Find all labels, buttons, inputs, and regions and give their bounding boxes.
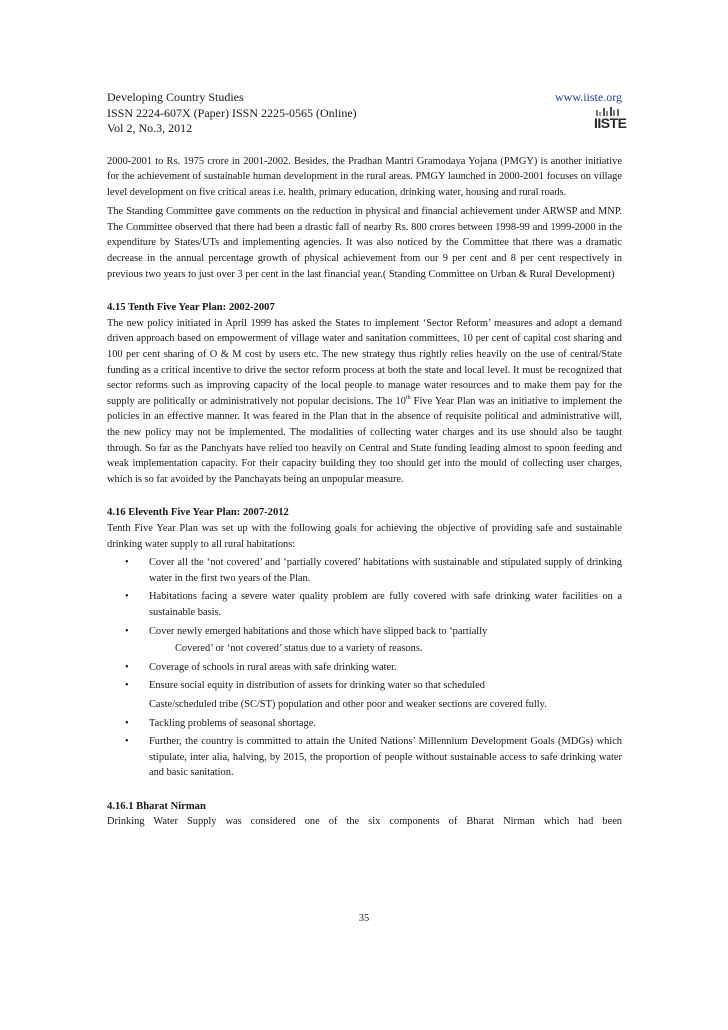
list-item	[107, 660, 622, 676]
list-item-text: Coverage of schools in rural areas with safe drinking water.	[149, 661, 397, 673]
intro-paragraph-2: The Standing Committee gave comments on the reduction in physical and financial achievement under ARWSP and MNP. The Committee observed that there had been a drastic fall of nearby Rs. 800 crores between 1998-99 and 1999-2000 in the expenditure by States/UTs and implementing agencies. It was also noticed by the Committee that there was a dramatic decrease in the annual percentage growth of physical achievement from our 9 per cent and 8 per cent respectively in previous two years to just over 3 per cent in the last financial year.( Standing Committee on Urban & Rural Development)	[107, 206, 622, 280]
list-item-text: Habitations facing a severe water quality problem are fully covered with safe drinking water facilities on a sustainable basis.	[149, 591, 622, 618]
list-item	[107, 624, 622, 657]
list-item	[107, 678, 622, 712]
issn-line: ISSN 2224-607X (Paper) ISSN 2225-0565 (Online)	[107, 105, 357, 120]
bullet: •	[125, 661, 129, 673]
logo-wordmark: IISTE	[594, 115, 627, 131]
iiste-logo	[594, 107, 627, 131]
section-4-15-text-a: The new policy initiated in April 1999 has asked the States to implement ‘Sector Reform’ measures and adopt a demand driven approach based on empowerment of village water and sanitation committees, 10 per cent of capital cost sharing and 100 per cent sharing of O & M cost by users etc. The new strategy thus rightly relies heavily on the use of central/State funding as a critical incentive to drive the sector reform process at both the state and local level. It must be recognized that sector reforms such as improving capacity of the local people to manage water resources and to make them pay for the supply are politically or administratively not popular decisions. The 10	[107, 317, 622, 407]
list-item	[107, 555, 622, 586]
list-item-text: Further, the country is committed to attain the United Nations’ Millennium Development Goals (MDGs) which stipulate, inter alia, halving, by 2015, the proportion of people without sustainable access to safe drinking water and basic sanitation.	[149, 736, 622, 779]
bullet: •	[125, 680, 129, 692]
bullet: •	[125, 625, 129, 637]
section-4-16-heading: 4.16 Eleventh Five Year Plan: 2007-2012	[107, 507, 289, 519]
list-item-text: Cover all the ‘not covered’ and ‘partially covered’ habitations with sustainable and stipulated supply of drinking water in the first two years of the Plan.	[149, 557, 622, 584]
section-4-16-1-paragraph: Drinking Water Supply was considered one of the six components of Bharat Nirman which had been	[107, 816, 622, 828]
page-body	[107, 90, 627, 830]
list-item-continuation: Caste/scheduled tribe (SC/ST) population and other poor and weaker sections are covered fully.	[149, 698, 547, 710]
list-item	[107, 734, 622, 781]
intro-paragraph-1: 2000-2001 to Rs. 1975 crore in 2001-2002. Besides, the Pradhan Mantri Gramodaya Yojana (PMGY) is another initiative for the achievement of sustainable human development in the rural areas. PMGY launched in 2000-2001 focuses on village level development on five critical areas i.e. health, primary education, drinking water, housing and rural roads.	[107, 155, 622, 198]
page-number: 35	[358, 913, 370, 924]
journal-title: Developing Country Studies	[107, 90, 244, 104]
list-item-text: Tackling problems of seasonal shortage.	[149, 717, 316, 729]
list-item-text: Ensure social equity in distribution of assets for drinking water so that scheduled	[149, 680, 485, 692]
list-item-text: Cover newly emerged habitations and those which have slipped back to ‘partially	[149, 625, 488, 637]
bullet: •	[125, 591, 129, 603]
list-item-continuation: Covered’ or ‘not covered’ status due to a variety of reasons.	[175, 643, 423, 655]
list-item	[107, 716, 622, 732]
volume-line: Vol 2, No.3, 2012	[107, 121, 193, 135]
list-item	[107, 589, 622, 620]
section-4-16-1-heading: 4.16.1 Bharat Nirman	[107, 800, 206, 812]
goals-list	[107, 555, 622, 781]
ordinal-suffix: th	[405, 394, 411, 401]
bullet: •	[125, 736, 129, 748]
bullet: •	[125, 557, 129, 569]
section-4-16-intro: Tenth Five Year Plan was set up with the following goals for achieving the objective of providing safe and sustainable drinking water supply to all rural habitations:	[107, 522, 622, 550]
page-header	[107, 90, 627, 137]
section-4-15-paragraph	[107, 316, 622, 488]
bullet: •	[125, 717, 129, 729]
section-4-15-text-b: Five Year Plan was an initiative to implement the policies in an effective manner. It was feared in the Plan that in the absence of requisite political and administrative will, the new policy may not be implemented. The modalities of collecting water charges and its use should also be taught through. So far as the Panchyats have relied too heavily on Central and State funding leading almost to spoon feeding and weak implementation capacity. For their capacity building they too should get into the mould of collecting user charges, which is so far avoided by the Panchayats being an unpopular measure.	[107, 395, 623, 485]
section-4-15-heading: 4.15 Tenth Five Year Plan: 2002-2007	[107, 302, 275, 314]
journal-url-link[interactable]: www.iiste.org	[555, 90, 622, 104]
